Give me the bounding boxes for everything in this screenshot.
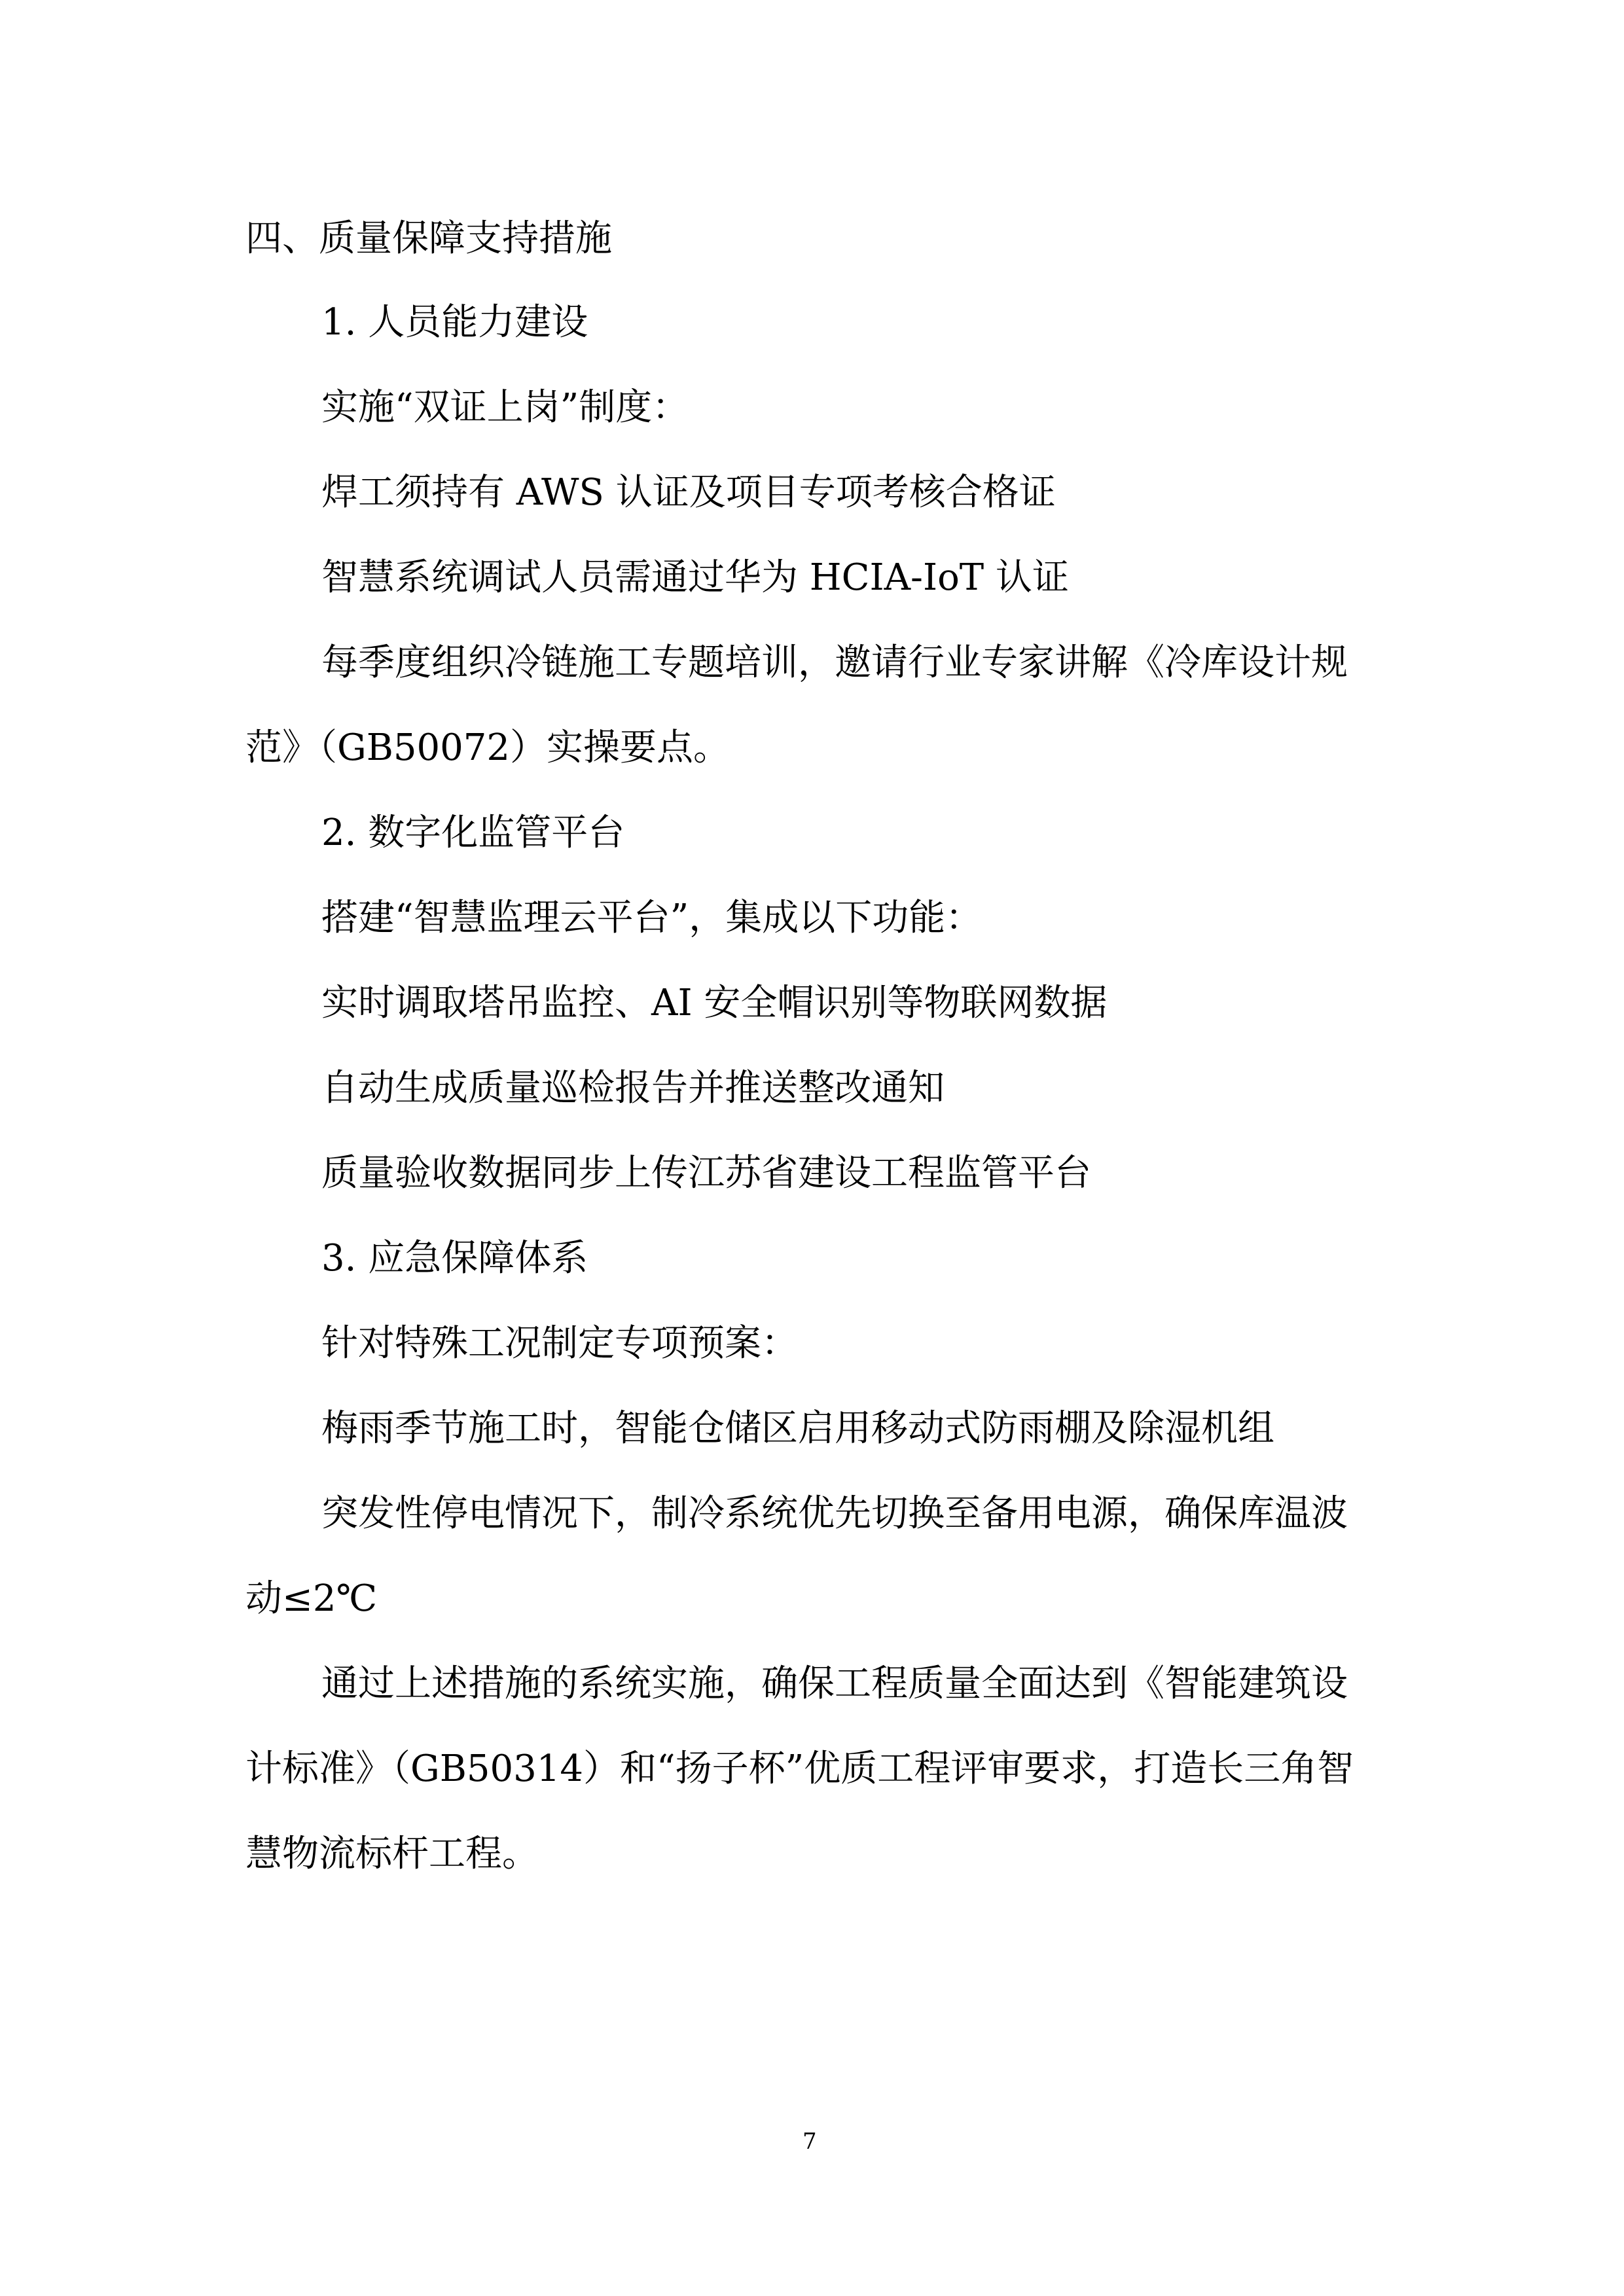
subsection-2-title: 2. 数字化监管平台	[321, 812, 625, 854]
conclusion-line-3: 慧物流标杆工程。	[245, 1833, 539, 1875]
subsection-1-item-2: 智慧系统调试人员需通过华为 HCIA-IoT 认证	[321, 556, 1069, 599]
subsection-2-item-3: 质量验收数据同步上传江苏省建设工程监管平台	[321, 1152, 1091, 1194]
subsection-2-intro: 搭建“智慧监理云平台”，集成以下功能：	[321, 897, 983, 939]
conclusion-line-1: 通过上述措施的系统实施，确保工程质量全面达到《智能建筑设	[321, 1662, 1348, 1705]
subsection-1-training-line-2: 范》（GB50072）实操要点。	[245, 726, 731, 769]
page-number: 7	[803, 2128, 817, 2155]
section-heading: 四、质量保障支持措施	[245, 217, 612, 260]
subsection-1-title: 1. 人员能力建设	[321, 301, 588, 344]
subsection-3-item-1: 梅雨季节施工时，智能仓储区启用移动式防雨棚及除湿机组	[321, 1407, 1274, 1450]
conclusion-line-2: 计标准》（GB50314）和“扬子杯”优质工程评审要求，打造长三角智	[245, 1748, 1354, 1790]
subsection-3-intro: 针对特殊工况制定专项预案：	[321, 1322, 798, 1365]
subsection-2-item-1: 实时调取塔吊监控、AI 安全帽识别等物联网数据	[321, 982, 1108, 1024]
subsection-3-item-2-line-2: 动≤2℃	[245, 1577, 378, 1620]
subsection-1-training-line-1: 每季度组织冷链施工专题培训，邀请行业专家讲解《冷库设计规	[321, 641, 1348, 684]
subsection-1-item-1: 焊工须持有 AWS 认证及项目专项考核合格证	[321, 471, 1056, 514]
subsection-3-title: 3. 应急保障体系	[321, 1237, 588, 1280]
subsection-1-intro: 实施“双证上岗”制度：	[321, 386, 689, 429]
subsection-3-item-2-line-1: 突发性停电情况下，制冷系统优先切换至备用电源，确保库温波	[321, 1492, 1348, 1535]
subsection-2-item-2: 自动生成质量巡检报告并推送整改通知	[321, 1067, 945, 1109]
